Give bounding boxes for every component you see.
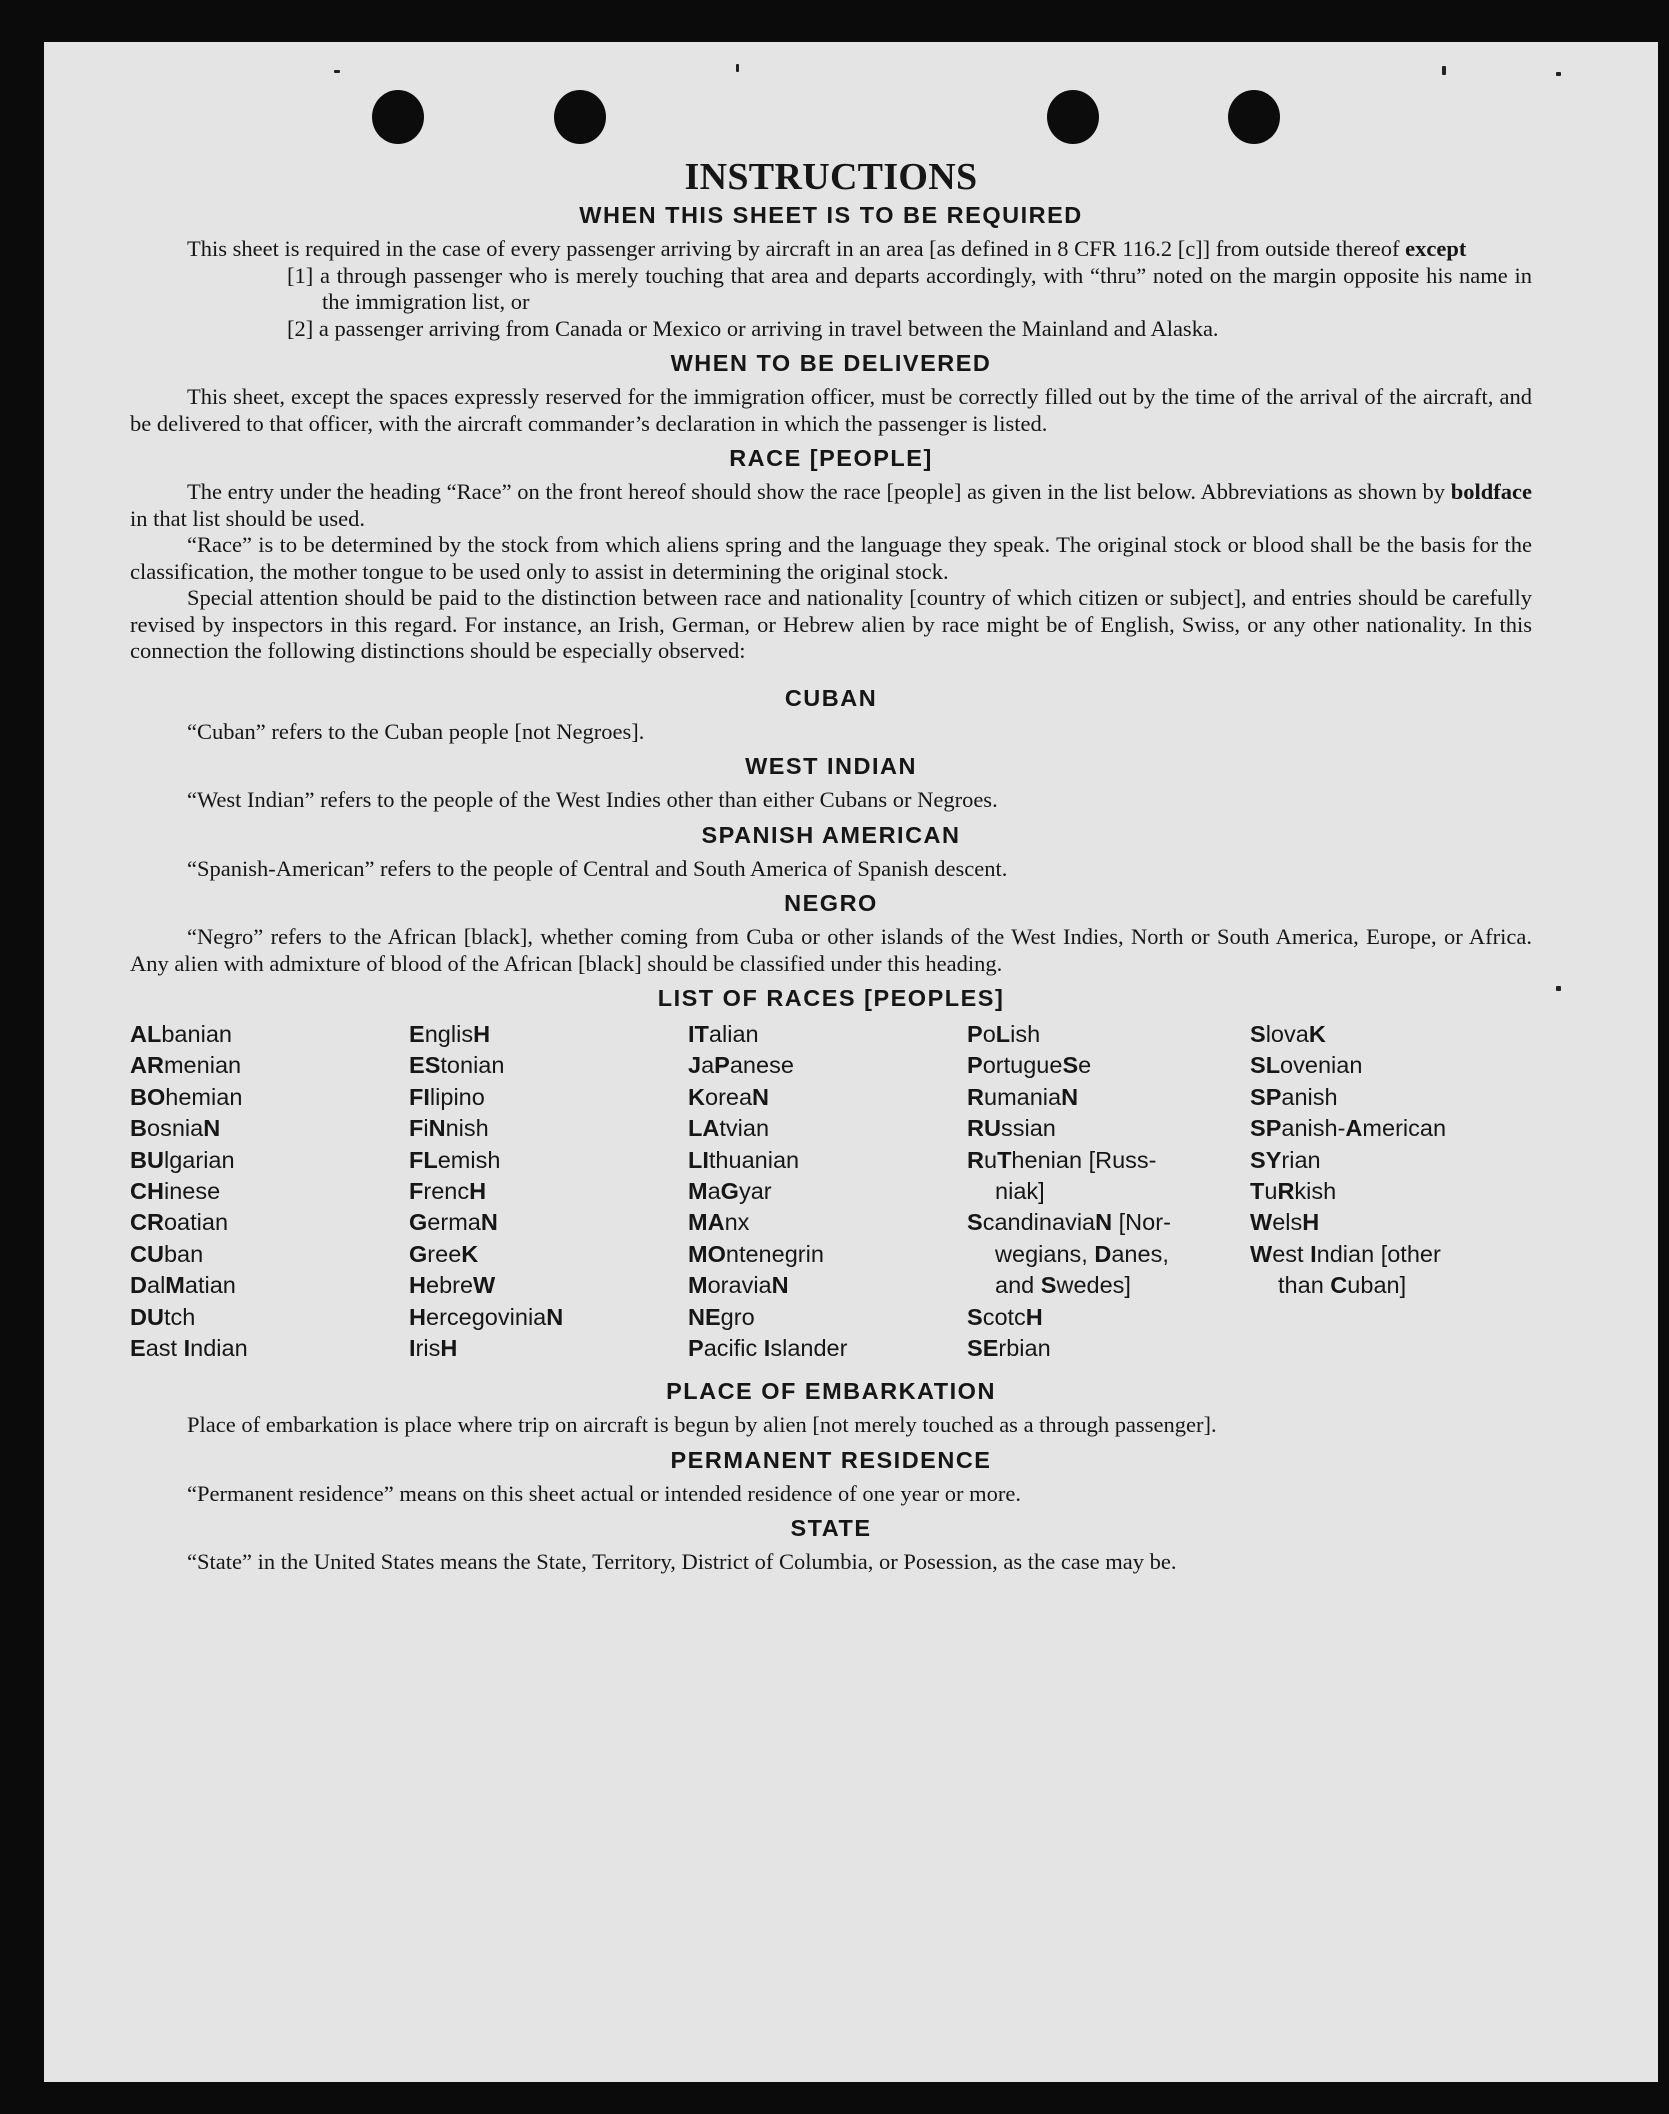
race-entry: FrencH bbox=[409, 1178, 487, 1205]
negro-text: “Negro” refers to the African [black], whether coming from Cuba or other islands of the West Indies, North or South America, Europe, or Africa. Any alien with admixture of blood of the African [black] should be classified under this heading. bbox=[130, 924, 1532, 976]
race-entry: ALbanian bbox=[130, 1021, 232, 1047]
section-heading-state: STATE bbox=[790, 1515, 872, 1542]
race-entry: RUssian bbox=[967, 1115, 1056, 1142]
section-heading-cuban: CUBAN bbox=[784, 684, 878, 711]
scan-speck bbox=[1556, 72, 1561, 76]
race-entry: GermaN bbox=[409, 1209, 498, 1236]
required-intro-text: This sheet is required in the case of every passenger arriving by aircraft in an area [as defined in 8 CFR 116.2 [c]] from outside thereof bbox=[187, 236, 1406, 261]
races-column bbox=[409, 1019, 688, 1364]
race-entry: BOhemian bbox=[130, 1083, 243, 1110]
race-entry: CRoatian bbox=[130, 1209, 229, 1236]
race-entry: GreeK bbox=[409, 1240, 479, 1267]
scan-speck bbox=[1442, 66, 1446, 75]
race-entry: CUban bbox=[130, 1240, 204, 1267]
delivered-text: This sheet, except the spaces expressly reserved for the immigration officer, must be correctly filled out by the time of the arrival of the aircraft, and be delivered to that officer, with the aircraft commander’s declaration in which the passenger is listed. bbox=[130, 384, 1532, 436]
scan-speck bbox=[1556, 986, 1561, 991]
race-entry: SLovenian bbox=[1250, 1052, 1363, 1079]
race-entry: East Indian bbox=[130, 1335, 248, 1362]
race-entry: FLemish bbox=[409, 1146, 501, 1173]
races-list bbox=[130, 1019, 1532, 1364]
section-heading-races-list: LIST OF RACES [PEOPLES] bbox=[657, 985, 1005, 1011]
race-entry: EnglisH bbox=[409, 1021, 491, 1047]
race-entry: TuRkish bbox=[1250, 1178, 1337, 1205]
race-entry: CHinese bbox=[130, 1178, 221, 1205]
punch-hole bbox=[554, 90, 606, 144]
race-entry: ITalian bbox=[688, 1021, 759, 1047]
race-entry: IrisH bbox=[409, 1335, 458, 1362]
page-title: INSTRUCTIONS bbox=[684, 156, 978, 198]
section-heading-race: RACE [PEOPLE] bbox=[729, 445, 933, 471]
race-entry: ScandinaviaN [Nor- bbox=[967, 1209, 1171, 1236]
race-entry: SPanish bbox=[1250, 1083, 1338, 1110]
race-entry: MoraviaN bbox=[688, 1272, 789, 1299]
race-entry: MaGyar bbox=[688, 1178, 772, 1205]
races-column bbox=[130, 1019, 409, 1364]
cuban-text: “Cuban” refers to the Cuban people [not Negroes]. bbox=[187, 718, 645, 744]
race-entry: FiNnish bbox=[409, 1115, 489, 1142]
section-heading-negro: NEGRO bbox=[784, 890, 878, 916]
race-paragraph-3: Special attention should be paid to the distinction between race and nationality [country of which citizen or subject], and entries should be carefully revised by inspectors in this regard. For instance, an Irish, German, or Hebrew alien by race might be of English, Swiss, or any other nationality. In this connection the following distinctions should be especially observed: bbox=[130, 585, 1532, 663]
race-entry: WelsH bbox=[1250, 1209, 1320, 1236]
document-sheet bbox=[44, 42, 1658, 2082]
race-entry: SErbian bbox=[967, 1335, 1051, 1362]
required-intro bbox=[130, 236, 1532, 263]
race-entry: EStonian bbox=[409, 1052, 505, 1079]
punch-hole bbox=[372, 90, 424, 144]
race-entry: FIlipino bbox=[409, 1083, 485, 1110]
punch-hole bbox=[1047, 90, 1099, 144]
race-p1-end: in that list should be used. bbox=[130, 505, 365, 531]
race-p1-boldface: boldface bbox=[1450, 479, 1532, 504]
embarkation-text: Place of embarkation is place where trip on aircraft is begun by alien [not merely touched as a through passenger]. bbox=[187, 1412, 1217, 1438]
race-entry: SPanish-American bbox=[1250, 1115, 1447, 1142]
race-entry: than Cuban] bbox=[1278, 1272, 1407, 1299]
scan-speck bbox=[334, 70, 340, 73]
race-entry: RuThenian [Russ- bbox=[967, 1146, 1157, 1173]
residence-text: “Permanent residence” means on this sheet actual or intended residence of one year or more. bbox=[187, 1480, 1022, 1506]
section-heading-required: WHEN THIS SHEET IS TO BE REQUIRED bbox=[579, 202, 1083, 228]
race-entry: LIthuanian bbox=[688, 1146, 800, 1173]
west-indian-text: “West Indian” refers to the people of the West Indies other than either Cubans or Negroes. bbox=[187, 787, 998, 812]
required-item-1: [1] a through passenger who is merely touching that area and departs accordingly, with “thru” noted on the margin opposite his name in the immigration list, or bbox=[287, 262, 1532, 314]
section-heading-residence: PERMANENT RESIDENCE bbox=[670, 1446, 992, 1473]
race-entry: HercegoviniaN bbox=[409, 1303, 564, 1330]
race-entry: NEgro bbox=[688, 1303, 755, 1330]
race-entry: wegians, Danes, bbox=[995, 1240, 1169, 1267]
race-entry: RumaniaN bbox=[967, 1083, 1079, 1110]
race-entry: West Indian [other bbox=[1250, 1240, 1441, 1267]
race-entry: PoLish bbox=[967, 1021, 1041, 1047]
race-entry: MOntenegrin bbox=[688, 1240, 824, 1267]
race-entry: DUtch bbox=[130, 1303, 196, 1330]
required-intro-except: except bbox=[1405, 236, 1467, 261]
section-heading-west-indian: WEST INDIAN bbox=[745, 753, 917, 779]
races-column bbox=[967, 1019, 1250, 1364]
race-entry: ScotcH bbox=[967, 1303, 1043, 1330]
race-entry: ARmenian bbox=[130, 1052, 242, 1079]
race-entry: HebreW bbox=[409, 1272, 496, 1299]
instructions-body bbox=[130, 154, 1532, 1576]
race-entry: KoreaN bbox=[688, 1083, 770, 1110]
race-entry: PortugueSe bbox=[967, 1052, 1092, 1079]
punch-hole bbox=[1228, 90, 1280, 144]
race-p1-text: The entry under the heading “Race” on the front hereof should show the race [people] as given in the list below. Abbreviations as shown by bbox=[187, 479, 1451, 504]
required-item-2: [2] a passenger arriving from Canada or Mexico or arriving in travel between the Mainland and Alaska. bbox=[287, 315, 1219, 341]
race-entry: BosniaN bbox=[130, 1115, 221, 1142]
race-entry: MAnx bbox=[688, 1209, 750, 1236]
spanish-american-text: “Spanish-American” refers to the people of Central and South America of Spanish descent. bbox=[187, 855, 1008, 881]
races-column bbox=[688, 1019, 967, 1364]
race-entry: SYrian bbox=[1250, 1146, 1321, 1173]
section-heading-delivered: WHEN TO BE DELIVERED bbox=[670, 350, 992, 376]
race-entry: DalMatian bbox=[130, 1272, 236, 1299]
section-heading-spanish-american: SPANISH AMERICAN bbox=[701, 821, 961, 848]
race-entry: SlovaK bbox=[1250, 1021, 1326, 1047]
race-entry: BUlgarian bbox=[130, 1146, 235, 1173]
state-text: “State” in the United States means the State, Territory, District of Columbia, or Posession, as the case may be. bbox=[187, 1549, 1177, 1575]
races-column bbox=[1250, 1019, 1532, 1364]
race-paragraph-2: “Race” is to be determined by the stock from which aliens spring and the language they speak. The original stock or blood shall be the basis for the classification, the mother tongue to be used only to assist in determining the original stock. bbox=[130, 532, 1532, 584]
race-entry: and Swedes] bbox=[995, 1272, 1131, 1299]
race-paragraph-1 bbox=[130, 479, 1532, 532]
race-entry: LAtvian bbox=[688, 1115, 770, 1142]
race-entry: niak] bbox=[995, 1178, 1045, 1205]
scan-speck bbox=[736, 64, 739, 72]
section-heading-embarkation: PLACE OF EMBARKATION bbox=[666, 1378, 996, 1405]
race-entry: JaPanese bbox=[688, 1052, 794, 1079]
race-entry: Pacific Islander bbox=[688, 1335, 848, 1362]
